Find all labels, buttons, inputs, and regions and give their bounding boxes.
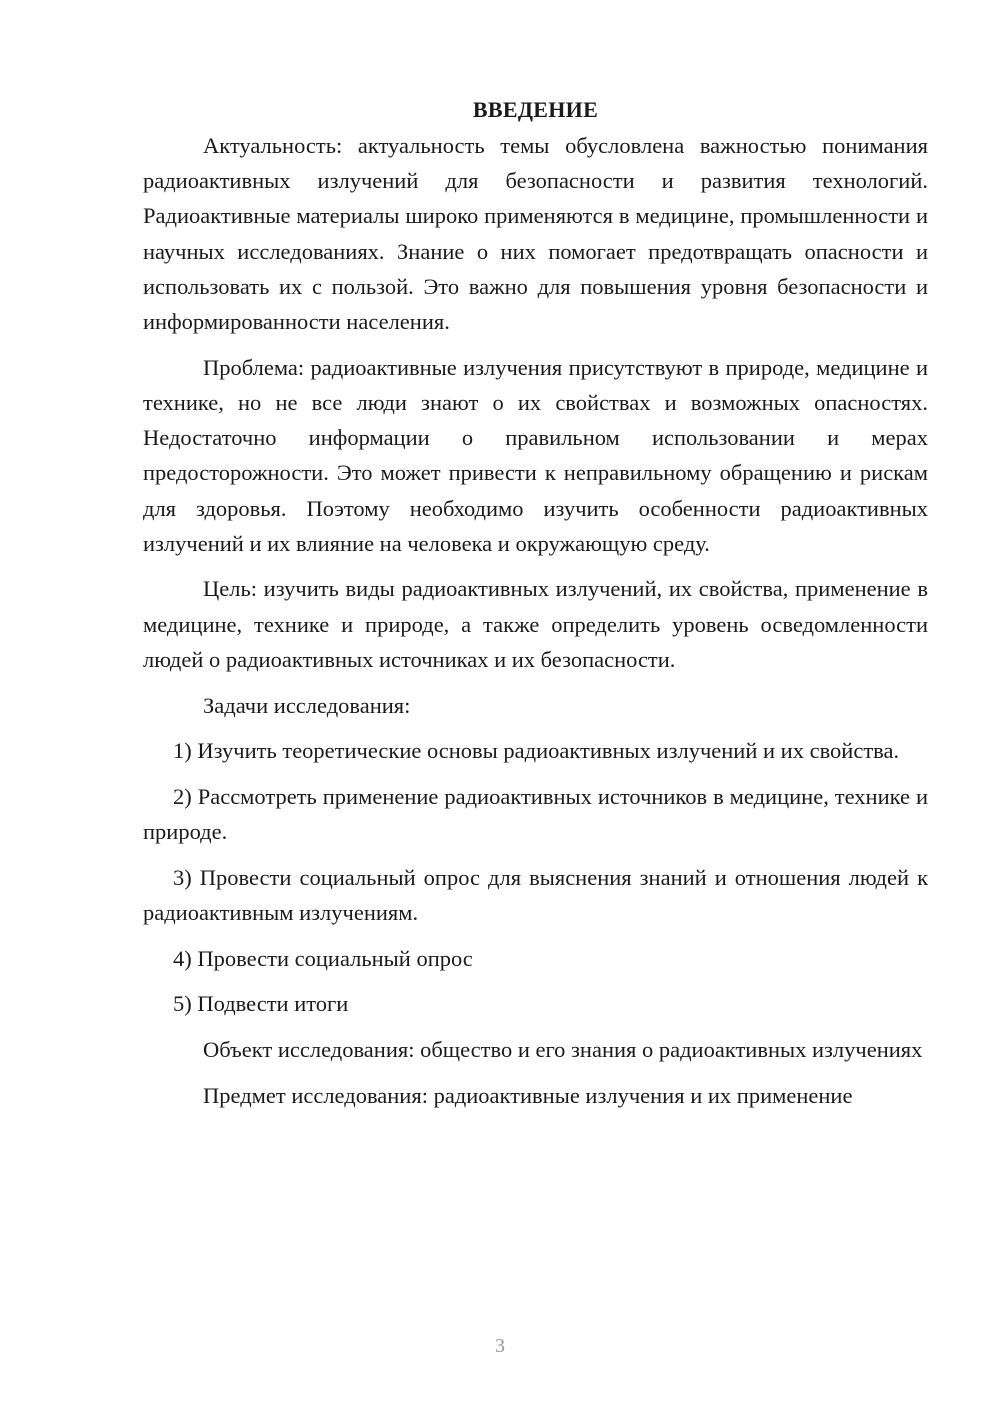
tasks-heading: Задачи исследования: [203,692,411,718]
research-object-paragraph: Объект исследования: общество и его знания о радиоактивных излучениях [203,1037,923,1063]
relevance-paragraph: Актуальность: актуальность темы обусловлена важностью понимания радиоактивных излучений для безопасности и развития технологий. Радиоактивные материалы широко применяются в медицине, промышленности и научных исследованиях. Знание о них помогает предотвращать опасности и использовать их с пользой. Это важно для повышения уровня безопасности и информированности населения. [143,133,928,335]
section-heading: ВВЕДЕНИЕ [472,97,599,122]
task-item-3: 3) Провести социальный опрос для выяснения знаний и отношения людей к радиоактивным излучениям. [143,864,928,926]
task-item-2: 2) Рассмотреть применение радиоактивных источников в медицине, технике и природе. [143,783,928,845]
research-subject-paragraph: Предмет исследования: радиоактивные излучения и их применение [203,1082,853,1108]
goal-paragraph: Цель: изучить виды радиоактивных излучений, их свойства, применение в медицине, технике и природе, а также определить уровень осведомленности людей о радиоактивных источниках и их безопасности. [143,576,928,672]
task-item-4: 4) Провести социальный опрос [173,945,473,971]
task-item-1: 1) Изучить теоретические основы радиоактивных излучений и их свойства. [173,738,900,764]
page-number: 3 [495,1335,505,1357]
task-item-5: 5) Подвести итоги [173,991,349,1017]
problem-paragraph: Проблема: радиоактивные излучения присутствуют в природе, медицине и технике, но не все люди знают о их свойствах и возможных опасностях. Недостаточно информации о правильном использовании и мерах предосторожности. Это может привести к неправильному обращению и рискам для здоровья. Поэтому необходимо изучить особенности радиоактивных излучений и их влияние на человека и окружающую среду. [143,354,928,556]
page-content [143,92,928,1113]
